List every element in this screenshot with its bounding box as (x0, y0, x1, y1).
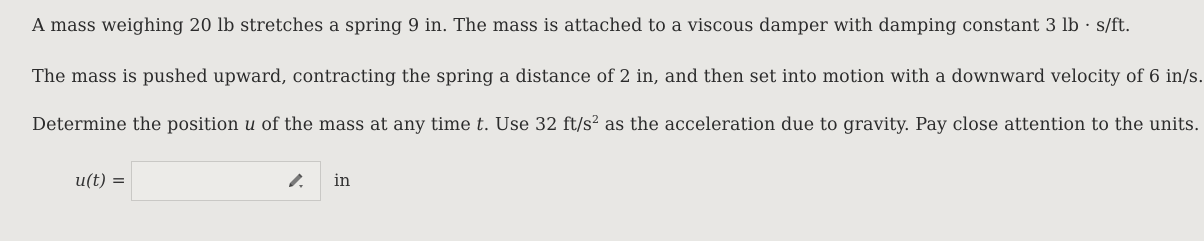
text: of the mass at any time (255, 115, 477, 135)
text: . (1124, 16, 1131, 36)
initial-displacement: 2 in (619, 67, 654, 87)
text: . Use (483, 115, 536, 135)
problem-text-line-3 (32, 115, 1200, 135)
text: The mass is pushed upward, contracting the spring a distance of (32, 67, 620, 87)
mass-weight: 20 lb (189, 16, 235, 36)
text: stretches a spring (234, 16, 409, 36)
variable-u: u (244, 115, 256, 135)
answer-unit: in (334, 171, 351, 191)
variable-t: t (476, 115, 484, 135)
problem-text-line-2 (32, 67, 1204, 87)
initial-velocity: 6 in/s (1148, 67, 1198, 87)
exponent: 2 (591, 113, 600, 127)
pencil-icon[interactable] (287, 174, 305, 190)
answer-row (75, 160, 350, 202)
spring-stretch: 9 in (408, 16, 442, 36)
damping-constant: 3 lb · s/ft (1045, 16, 1125, 36)
answer-label: u(t) = (75, 171, 126, 191)
text: . (1197, 67, 1204, 87)
text: . The mass is attached to a viscous damper with damping constant (442, 16, 1046, 36)
problem-text-line-1 (32, 16, 1131, 36)
gravity-value: 32 ft/s (535, 115, 592, 135)
text: , and then set into motion with a downward velocity of (653, 67, 1149, 87)
text: A mass weighing (32, 16, 190, 36)
text: Determine the position (32, 115, 245, 135)
text: as the acceleration due to gravity. Pay close attention to the units. (599, 115, 1200, 135)
